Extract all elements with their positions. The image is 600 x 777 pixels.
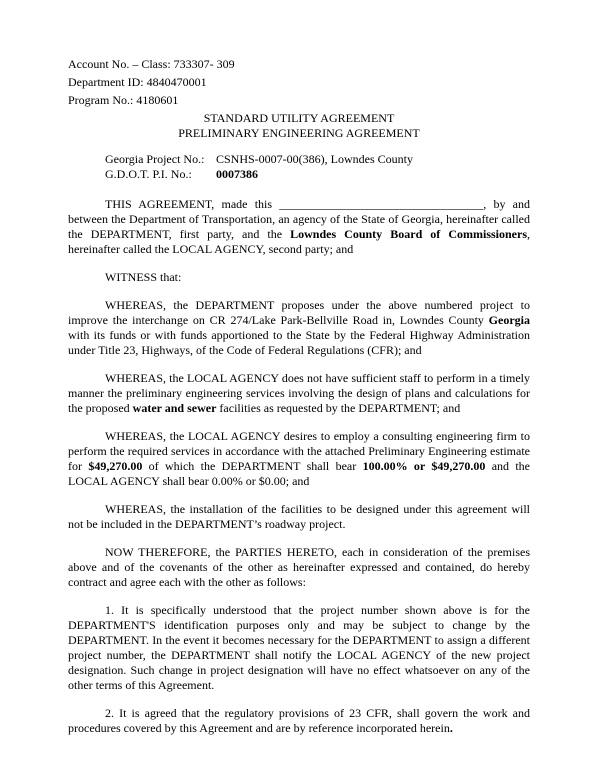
meta-account-line: Account No. – Class: 733307- 309 — [68, 57, 235, 71]
document-title: STANDARD UTILITY AGREEMENT — [203, 111, 395, 125]
meta-department-id-line: Department ID: 4840470001 — [68, 75, 207, 89]
whereas-consultant-paragraph: WHEREAS, the LOCAL AGENCY desires to employ a consulting engineering firm to perform the required services in accordance with the attached Preliminary Engineering estimate for $49,270.00 of which the DEPARTMENT shall bear 100.00% or $49,270.00 and the LOCAL AGENCY shall bear 0.00% or $0.00; and — [68, 429, 531, 488]
pi-number-value: 0007386 — [216, 167, 258, 181]
project-number-value: CSNHS-0007-00(386), Lowndes County — [216, 152, 413, 166]
whereas-staff-paragraph: WHEREAS, the LOCAL AGENCY does not have sufficient staff to perform in a timely manner the preliminary engineering services involving the design of plans and calculations for the proposed water and sewer facilities as requested by the DEPARTMENT; and — [68, 371, 530, 415]
project-number-row — [105, 152, 530, 167]
clause-1-paragraph: 1. It is specifically understood that the project number shown above is for the DEPARTMENT'S identification purposes only and may be subject to change by the DEPARTMENT. In the event it becomes necessary for the DEPARTMENT to assign a different project number, the DEPARTMENT shall notify the LOCAL AGENCY of the new project designation. Such change in project designation will have no effect whatsoever on any of the other terms of this Agreement. — [68, 603, 530, 692]
whereas-installation-paragraph: WHEREAS, the installation of the facilities to be designed under this agreement will not be included in the DEPARTMENT’s roadway project. — [68, 502, 530, 531]
pi-number-label: G.D.O.T. P.I. No.: — [105, 167, 192, 181]
title-block — [68, 111, 530, 141]
now-therefore-paragraph: NOW THEREFORE, the PARTIES HERETO, each in consideration of the premises above and of the covenants of the other as hereinafter expressed and contained, do hereby contract and agree each with the other as follows: — [68, 545, 530, 589]
witness-line: WITNESS that: — [105, 270, 182, 284]
document-meta — [68, 55, 530, 109]
project-block — [105, 152, 530, 182]
project-number-label: Georgia Project No.: — [105, 152, 205, 166]
whereas-project-paragraph: WHEREAS, the DEPARTMENT proposes under the above numbered project to improve the interchange on CR 274/Lake Park-Bellville Road in, Lowndes County Georgia with its funds or with funds apportioned to the State by the Federal Highway Administration under Title 23, Highways, of the Code of Federal Regulations (CFR); and — [68, 298, 530, 357]
agreement-intro-paragraph: THIS AGREEMENT, made this __________________________________, by and between the Department of Transportation, an agency of the State of Georgia, hereinafter called the DEPARTMENT, first party, and the Lowndes County Board of Commissioners, hereinafter called the LOCAL AGENCY, second party; and — [68, 197, 530, 256]
meta-program-no-line: Program No.: 4180601 — [68, 93, 179, 107]
document-subtitle: PRELIMINARY ENGINEERING AGREEMENT — [178, 126, 420, 140]
clause-2-paragraph: 2. It is agreed that the regulatory provisions of 23 CFR, shall govern the work and procedures covered by this Agreement and are by reference incorporated herein. — [68, 706, 530, 735]
pi-number-row — [105, 167, 530, 182]
